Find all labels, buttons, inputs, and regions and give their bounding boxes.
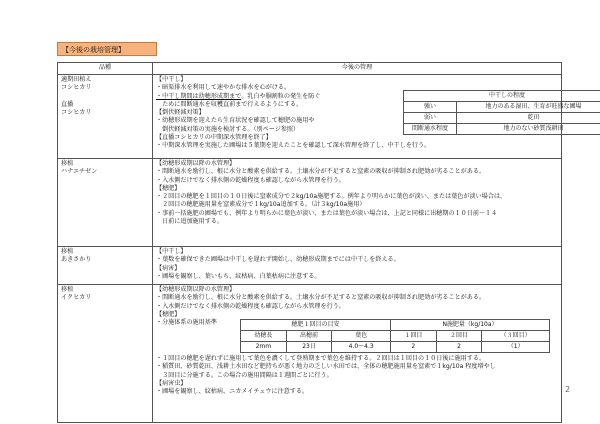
fert-col-header: 幼穂長	[241, 331, 287, 342]
text-line: ・葉数を確保できた圃場は中干しを遅れず開始し、幼穂形成期までには中干しを終える。	[156, 256, 400, 264]
degree-desc: 乾田	[457, 113, 600, 124]
variety-cell	[58, 159, 153, 247]
variety-line: ハナエチゼン	[61, 168, 98, 176]
variety-cell	[58, 75, 153, 159]
management-cell	[153, 247, 562, 285]
text-line: ・暗渠排水を利用して速やかな排水を心がける。	[156, 84, 291, 92]
fert-group-header: 穂肥１回目の目安	[241, 320, 391, 331]
section-heading: 【中干し】	[156, 248, 187, 255]
header-management: 今後の管理	[153, 63, 562, 75]
fert-value: 2mm	[241, 342, 287, 353]
fertilizer-table	[240, 319, 550, 353]
variety-line: 移植	[61, 248, 74, 255]
fert-group-header: N施肥量（kg/10a）	[390, 320, 549, 331]
text-line: ・分施体系の施用基準	[156, 319, 217, 327]
variety-line: 移植	[61, 286, 74, 293]
text-line: ・間断通水を励行し、根に水分と酸素を供給する。土壌水分が不足すると窒素の吸収が抑制され肥効が劣ることがある。	[156, 168, 486, 176]
fert-value: 2	[436, 342, 482, 353]
degree-table	[403, 90, 600, 135]
text-line: ２回目の穂肥施用量を窒素成分で１kg/10a追加する。（計３kg/10a施用）	[156, 201, 366, 209]
variety-line: 移植	[61, 160, 74, 167]
management-cell	[153, 285, 562, 423]
section-heading: 【幼穂形成期以降の水管理】	[156, 160, 236, 167]
fert-value: （1）	[482, 342, 550, 353]
text-line-rest: 。乳白や胴割粒の発生を防ぐ	[241, 92, 321, 100]
degree-desc: 地力のある湿田、生育が旺盛な圃場	[457, 102, 600, 113]
table-row	[58, 285, 562, 423]
degree-label: 弱い	[404, 113, 457, 124]
text-line: ・幼穂形成期を迎えたら生育状況を確認して穂肥の施用や	[156, 117, 315, 125]
fert-value: 2	[390, 342, 436, 353]
text-line: ・稲質田、砂質乾田、浅耕土水田など肥持ちが悪く地力の乏しい水田では、全体の穂肥施用量を窒素で１kg/10a 程度増やし	[156, 363, 496, 371]
table-row	[58, 159, 562, 247]
text-line: ３回目に分施する。この場合の施用間隔は１週間ごとに行う。	[156, 371, 333, 379]
fert-col-header: １回目	[390, 331, 436, 342]
degree-label: 強い	[404, 102, 457, 113]
section-heading: 【穂肥】	[156, 184, 181, 192]
section-title: 【今後の栽培管理】	[57, 42, 157, 56]
table-row	[58, 247, 562, 285]
section-heading: 【倒伏軽減対策】	[156, 109, 205, 117]
management-table	[57, 62, 582, 423]
section-heading: 【病害虫】	[156, 380, 187, 388]
text-line: ・１回目の穂肥を遅れずに施用して葉色を濃くして登熟期まで葉色を維持する。２回目は１回目の１０日後に施用する。	[156, 355, 486, 363]
text-line: ・事前一括施肥の圃場でも、例年より明らかに葉色が淡い、または葉色が淡い場合は、上記と同様に出穂期の１０日前～１４	[156, 209, 498, 217]
fert-row	[156, 319, 558, 353]
variety-line: コシヒカリ	[61, 109, 92, 117]
variety-line: 直播	[61, 100, 74, 108]
table-header-row	[58, 63, 562, 75]
section-heading: 【病害】	[156, 264, 181, 272]
variety-cell	[58, 247, 153, 285]
fert-col-header: 出穂前	[286, 331, 332, 342]
variety-line: 適期田植え	[61, 76, 92, 83]
table-row	[58, 75, 562, 159]
page-number: 2	[565, 385, 571, 394]
section-heading: 【直播コシヒカリの中期深水管理を終了】	[156, 134, 272, 142]
variety-line: コシヒカリ	[61, 84, 92, 92]
text-line: ・圃場を観察し、紋枯病、ニカメイチュウに注意する。	[156, 388, 309, 396]
variety-line: イクヒカリ	[61, 294, 92, 302]
section-heading: 【穂肥】	[156, 310, 181, 318]
text-line: 日前に追加施用する。	[156, 218, 224, 226]
text-line: ・２回目の穂肥を１回目の１０日後に窒素成分で２kg/10a施肥する。例年より明らかに葉色が淡い、または葉色が淡い場合は、	[156, 193, 507, 201]
degree-label: 間断通水程度	[404, 124, 457, 135]
fert-col-header: 葉色	[332, 331, 391, 342]
header-variety: 品種	[58, 63, 153, 75]
underlined-text: ・中干し期間は幼穂形成期まで	[156, 92, 242, 100]
section-heading: 【中干し】	[156, 76, 187, 83]
text-line: ・中期深水管理を実施した圃場は５葉期を迎えたことを確認して深水管理を終了し、中干しを行う。	[156, 142, 431, 150]
text-line: ・間断通水を励行し、根に水分と酸素を供給する。土壌水分が不足すると窒素の吸収が抑制され肥効が劣ることがある。	[156, 294, 486, 302]
variety-line	[61, 93, 149, 101]
fert-col-header: ２回目	[436, 331, 482, 342]
fert-value: 4.0～4.3	[332, 342, 391, 353]
fert-col-header: （３回目）	[482, 331, 550, 342]
fert-value: 23日	[286, 342, 332, 353]
management-cell	[153, 75, 582, 159]
degree-table-header: 中干しの程度	[404, 91, 600, 102]
variety-line: あきさかり	[61, 256, 92, 264]
management-cell	[153, 159, 562, 247]
text-line: ・入水側だけでなく排水側の乾燥程度も確認しながら水管理を行う。	[156, 302, 345, 310]
degree-desc: 地力のない砂質浅耕田	[457, 124, 600, 135]
text-line: ために間断通水を収穫直前まで行えるようにする。	[156, 100, 303, 108]
text-line: ・入水側だけでなく排水側の乾燥程度も確認しながら水管理を行う。	[156, 176, 345, 184]
text-line: 倒伏軽減対策の実施を検討する。（別ページ参照）	[156, 125, 300, 133]
section-heading: 【幼穂形成期以降の水管理】	[156, 286, 236, 293]
variety-cell	[58, 285, 153, 423]
text-line: ・圃場を観察し、葉いもち、紋枯病、白葉枯病に注意する。	[156, 272, 321, 280]
